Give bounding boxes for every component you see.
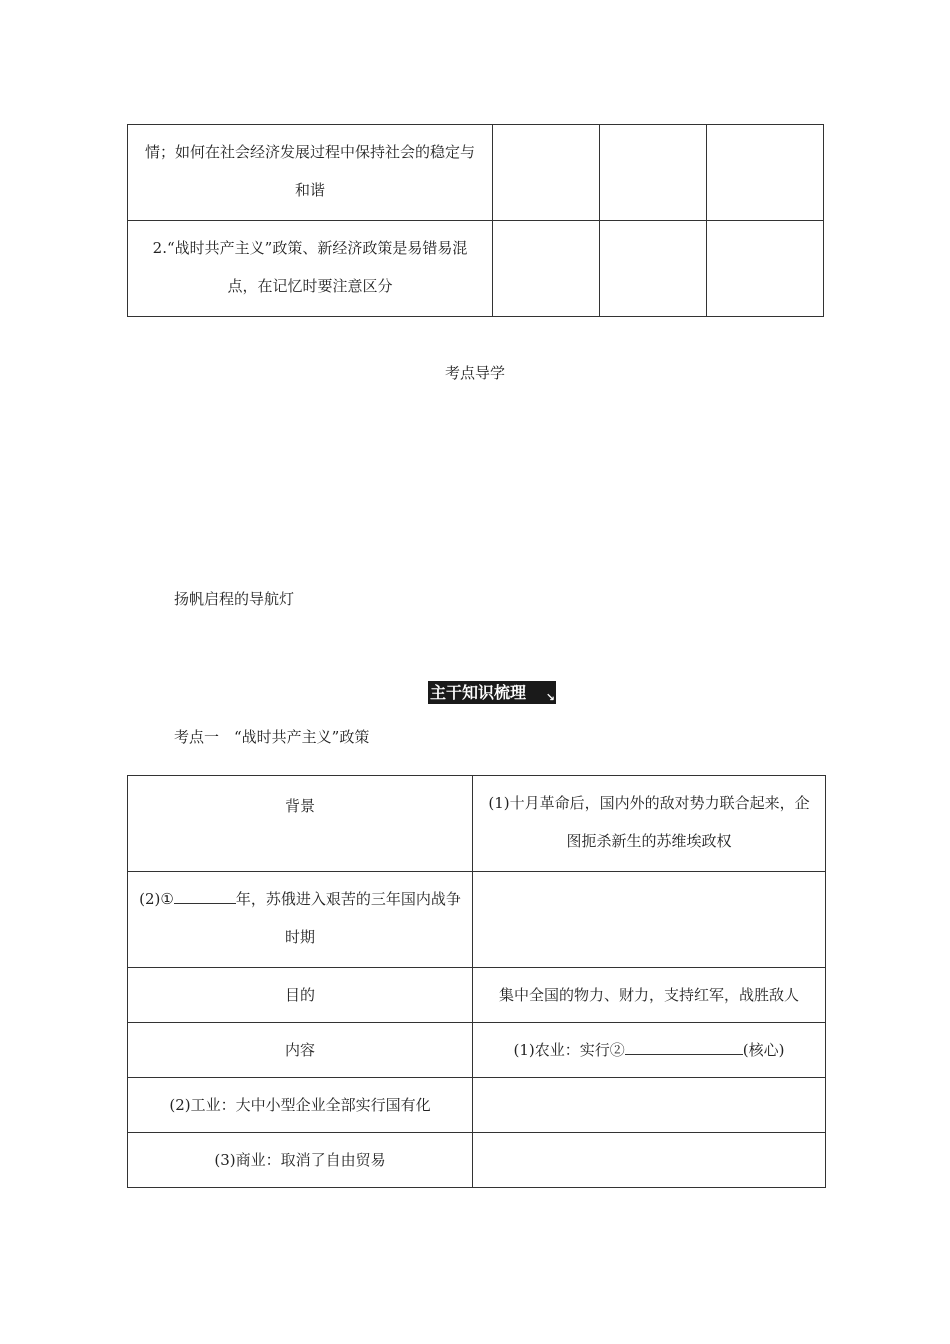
- fill-in-blank[interactable]: [625, 1038, 743, 1055]
- table-cell-empty: [473, 1078, 826, 1133]
- content-label-cell: 内容: [128, 1023, 473, 1078]
- table-cell: 2.“战时共产主义”政策、新经济政策是易错易混点，在记忆时要注意区分: [128, 221, 493, 317]
- table-row: [128, 776, 826, 872]
- main-table: [127, 775, 826, 1188]
- table-cell-empty: [473, 1133, 826, 1188]
- table-cell-empty: [600, 221, 707, 317]
- background-2-suffix: 年，苏俄进入艰苦的三年国内战争时期: [235, 890, 461, 946]
- topic-heading: 考点一 “战时共产主义”政策: [174, 728, 370, 746]
- table-cell-empty: [493, 125, 600, 221]
- arrow-down-right-icon: ↘: [545, 691, 555, 704]
- background-1-cell: (1)十月革命后，国内外的敌对势力联合起来，企图扼杀新生的苏维埃政权: [473, 776, 826, 872]
- section-banner: [428, 681, 556, 704]
- table-cell-empty: [707, 221, 824, 317]
- table-row: [128, 1078, 826, 1133]
- content-1-suffix: (核心): [742, 1041, 785, 1059]
- content-1-cell: [473, 1023, 826, 1078]
- table-cell: 情；如何在社会经济发展过程中保持社会的稳定与和谐: [128, 125, 493, 221]
- content-2-cell: (2)工业：大中小型企业全部实行国有化: [128, 1078, 473, 1133]
- background-2-cell: [128, 872, 473, 968]
- background-2-prefix: (2)①: [139, 890, 174, 908]
- table-row: [128, 1133, 826, 1188]
- table-cell-empty: [707, 125, 824, 221]
- guide-title: 考点导学: [444, 364, 505, 382]
- table-cell-empty: [493, 221, 600, 317]
- content-3-cell: (3)商业：取消了自由贸易: [128, 1133, 473, 1188]
- top-table: [127, 124, 824, 317]
- purpose-text-cell: 集中全国的物力、财力，支持红军，战胜敌人: [473, 968, 826, 1023]
- purpose-label-cell: 目的: [128, 968, 473, 1023]
- table-row: [128, 1023, 826, 1078]
- table-row: [128, 968, 826, 1023]
- table-cell-empty: [600, 125, 707, 221]
- table-cell-empty: [473, 872, 826, 968]
- table-row: [128, 125, 824, 221]
- table-row: [128, 221, 824, 317]
- table-row: [128, 872, 826, 968]
- content-1-prefix: (1)农业：实行②: [513, 1041, 625, 1059]
- subtitle: 扬帆启程的导航灯: [174, 590, 295, 608]
- banner-label: 主干知识梳理: [430, 683, 527, 702]
- background-label-cell: 背景: [128, 776, 473, 872]
- fill-in-blank[interactable]: [174, 887, 236, 904]
